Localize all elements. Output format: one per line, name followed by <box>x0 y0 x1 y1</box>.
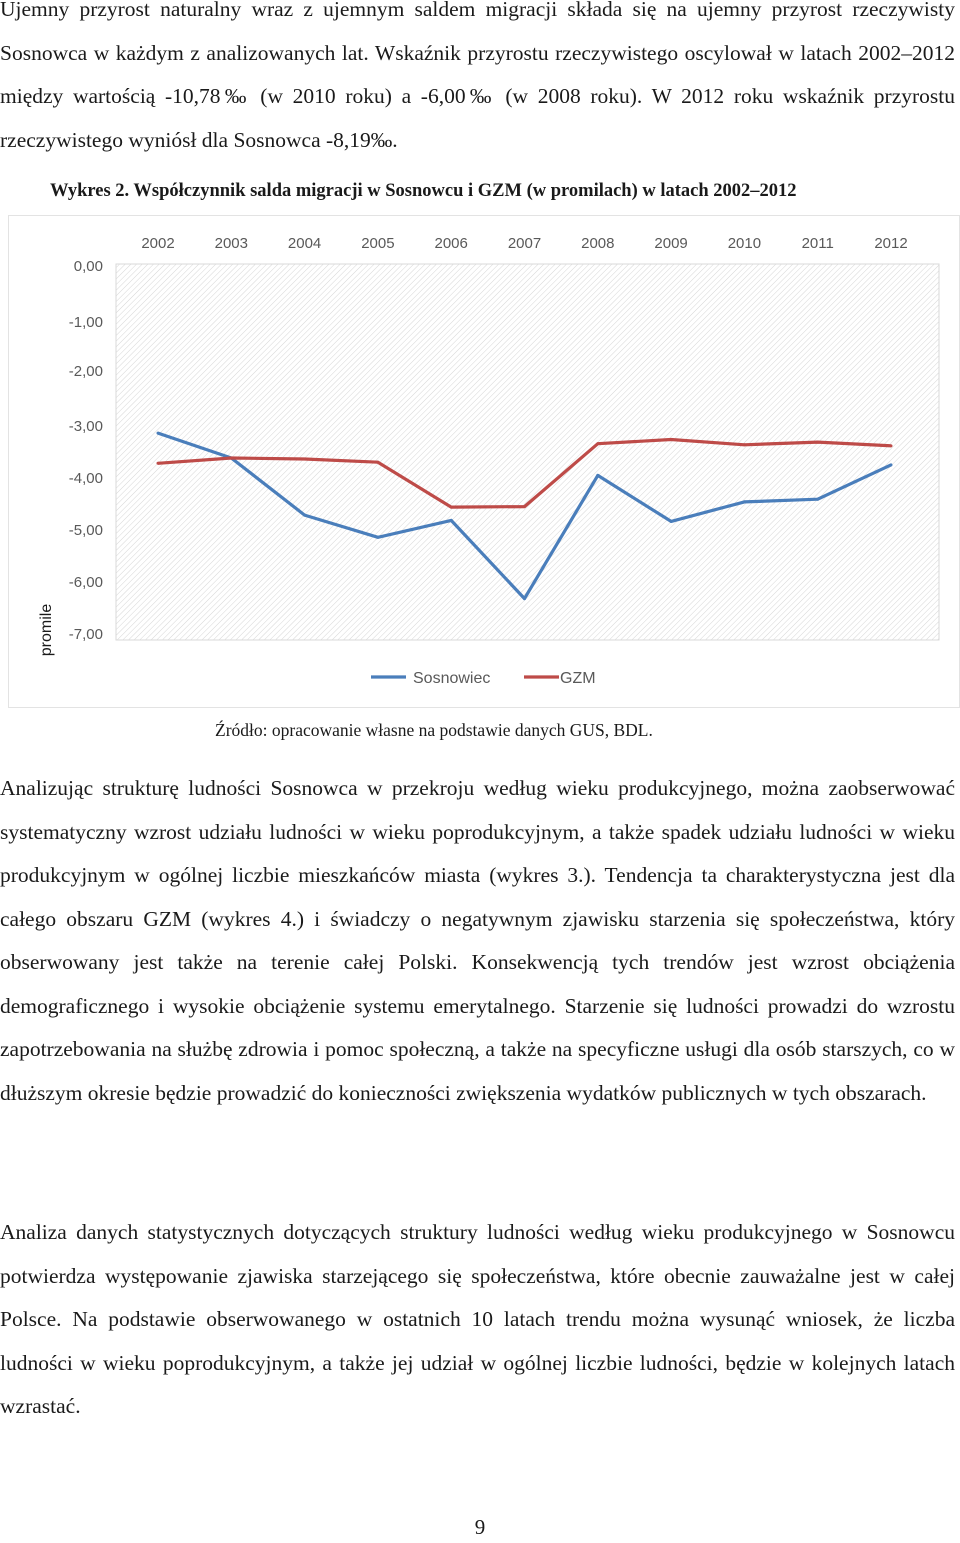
y-tick-label: -3,00 <box>68 418 103 435</box>
data-point-sosnowiec <box>743 500 746 503</box>
x-tick-label: 2006 <box>434 235 468 252</box>
data-point-gzm <box>596 442 599 445</box>
line-chart <box>9 216 959 707</box>
data-point-gzm <box>890 444 893 447</box>
x-tick-label: 2002 <box>141 235 175 252</box>
data-point-gzm <box>303 458 306 461</box>
legend-label: GZM <box>560 670 596 687</box>
data-point-sosnowiec <box>523 597 526 600</box>
y-axis-ticks <box>69 258 103 643</box>
data-point-sosnowiec <box>303 514 306 517</box>
data-point-gzm <box>816 441 819 444</box>
y-tick-label: -4,00 <box>68 470 103 487</box>
y-tick-label: -2,00 <box>68 363 103 380</box>
y-tick-label: -7,00 <box>68 626 103 643</box>
paragraph-2: Analizując strukturę ludności Sosnowca w przekroju według wieku produkcyjnego, można zaobserwować systematyczny wzrost udziału ludności w wieku poprodukcyjnym, a także spadek udziału ludności w wieku produkcyjnym w ogólnej liczbie mieszkańców miasta (wykres 3.). Tendencja ta charakterystyczna jest dla całego obszaru GZM (wykres 4.) i świadczy o negatywnym zjawisku starzenia się społeczeństwa, który obserwowany jest także na terenie całej Polski. Konsekwencją tych trendów jest wzrost obciążenia demograficznego i wysokie obciążenie systemu emerytalnego. Starzenie się ludności prowadzi do wzrostu zapotrzebowania na służbę zdrowia i pomoc społeczną, a także na specyficzne usługi dla osób starszych, co w dłuższym okresie będzie prowadzić do konieczności zwiększenia wydatków publicznych w tych obszarach. <box>0 776 955 1105</box>
data-point-gzm <box>743 443 746 446</box>
plot-area <box>116 264 939 640</box>
paragraph-3: Analiza danych statystycznych dotyczących struktury ludności według wieku produkcyjnego w Sosnowcu potwierdza występowanie zjawiska starzejącego się społeczeństwa, które obecnie zauważalne jest w całej Polsce. Na podstawie obserwowanego w ostatnich 10 latach trendu można wysunąć wniosek, że liczba ludności w wieku poprodukcyjnym, a także jej udział w ogólnej liczbie ludności, będzie w kolejnych latach wzrastać. <box>0 1220 955 1418</box>
y-tick-label: 0,00 <box>73 258 103 275</box>
chart-container <box>8 215 960 708</box>
data-point-sosnowiec <box>670 520 673 523</box>
x-tick-label: 2003 <box>214 235 248 252</box>
x-tick-label: 2004 <box>287 235 322 252</box>
data-point-sosnowiec <box>450 519 453 522</box>
legend <box>371 670 596 687</box>
x-tick-label: 2010 <box>727 235 762 252</box>
data-point-gzm <box>376 461 379 464</box>
x-tick-label: 2009 <box>654 235 688 252</box>
y-tick-label: -1,00 <box>68 314 103 331</box>
data-point-gzm <box>230 456 233 459</box>
page-number: 9 <box>474 1515 486 1539</box>
y-axis-title: promile <box>38 603 55 657</box>
data-point-sosnowiec <box>157 432 160 435</box>
x-axis-ticks <box>141 235 907 252</box>
y-tick-label: -6,00 <box>68 574 103 591</box>
data-point-sosnowiec <box>816 498 819 501</box>
legend-label: Sosnowiec <box>413 670 491 687</box>
x-tick-label: 2011 <box>801 235 834 252</box>
data-point-sosnowiec <box>890 463 893 466</box>
data-point-gzm <box>523 505 526 508</box>
x-tick-label: 2008 <box>581 235 615 252</box>
x-tick-label: 2005 <box>361 235 395 252</box>
data-point-gzm <box>670 438 673 441</box>
figure-caption: Wykres 2. Współczynnik salda migracji w Sosnowcu i GZM (w promilach) w latach 2002–2012 <box>50 181 797 201</box>
data-point-gzm <box>450 506 453 509</box>
x-tick-label: 2012 <box>874 235 908 252</box>
source-note: Źródło: opracowanie własne na podstawie danych GUS, BDL. <box>215 720 653 740</box>
data-point-gzm <box>157 462 160 465</box>
data-point-sosnowiec <box>596 474 599 477</box>
y-tick-label: -5,00 <box>68 522 103 539</box>
paragraph-intro: Ujemny przyrost naturalny wraz z ujemnym saldem migracji składa się na ujemny przyrost rzeczywisty Sosnowca w każdym z analizowanych lat. Wskaźnik przyrostu rzeczywistego oscylował w latach 2002–2012 między wartością -10,78‰ (w 2010 roku) a -6,00‰ (w 2008 roku). W 2012 roku wskaźnik przyrostu rzeczywistego wyniósł dla Sosnowca -8,19‰. <box>0 0 955 152</box>
data-point-sosnowiec <box>376 536 379 539</box>
x-tick-label: 2007 <box>507 235 542 252</box>
